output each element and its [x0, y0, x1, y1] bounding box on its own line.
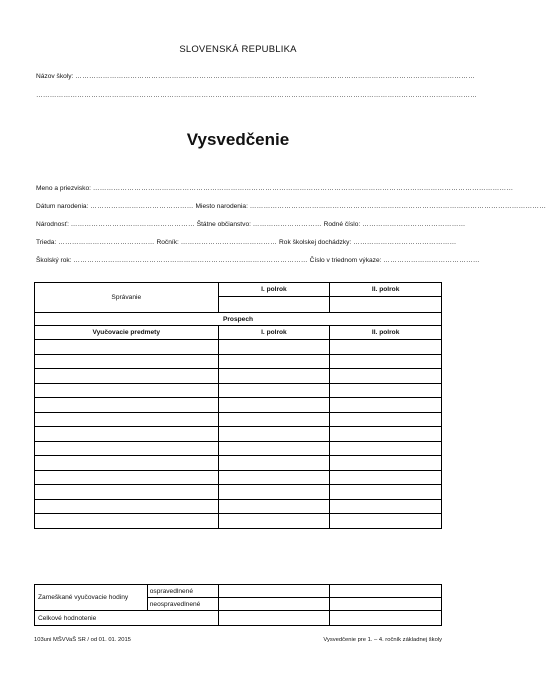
subject-half2-cell[interactable] [330, 383, 442, 398]
nationality-field [36, 221, 466, 228]
subject-row [35, 456, 442, 471]
subjects-header: Vyučovacie predmety [35, 326, 219, 340]
absence-table [34, 584, 442, 626]
unexcused-half1-cell[interactable] [218, 598, 330, 611]
subject-half2-cell[interactable] [330, 514, 442, 529]
subject-half2-cell[interactable] [330, 412, 442, 427]
subject-name-cell[interactable] [35, 499, 219, 514]
subject-row [35, 369, 442, 384]
attendance-year-label: Rok školskej dochádzky: [279, 239, 352, 246]
subject-half2-cell[interactable] [330, 340, 442, 355]
dotted-line: ………………………… [252, 221, 322, 228]
half2-header: II. polrok [330, 326, 442, 340]
overall-label: Celkové hodnotenie [35, 611, 219, 626]
subject-name-cell[interactable] [35, 470, 219, 485]
unexcused-half2-cell[interactable] [330, 598, 442, 611]
school-name-label: Názov školy: [36, 73, 74, 80]
half2-header: II. polrok [330, 283, 442, 297]
subject-row [35, 340, 442, 355]
form-code: 103uni MŠVVaŠ SR / od 01. 01. 2015 [34, 637, 131, 643]
subject-half1-cell[interactable] [218, 514, 330, 529]
subject-half1-cell[interactable] [218, 456, 330, 471]
subject-half2-cell[interactable] [330, 485, 442, 500]
birth-date-label: Dátum narodenia: [36, 203, 89, 210]
class-field [36, 239, 457, 246]
subject-half1-cell[interactable] [218, 340, 330, 355]
subject-name-cell[interactable] [35, 514, 219, 529]
school-year-field [36, 257, 480, 264]
dotted-line: ……………………………………… [90, 203, 194, 210]
prospech-header: Prospech [35, 313, 442, 326]
country-name: SLOVENSKÁ REPUBLIKA [179, 44, 297, 55]
subject-name-cell[interactable] [35, 485, 219, 500]
subject-row [35, 470, 442, 485]
subject-half2-cell[interactable] [330, 398, 442, 413]
birth-number-label: Rodné číslo: [323, 221, 361, 228]
dotted-line: ……………………………………… [353, 239, 457, 246]
dotted-line: ……………………………………………… [70, 221, 195, 228]
subject-name-cell[interactable] [35, 412, 219, 427]
subject-half2-cell[interactable] [330, 427, 442, 442]
subject-half2-cell[interactable] [330, 369, 442, 384]
subject-half1-cell[interactable] [218, 499, 330, 514]
dotted-line: …………………………………… [58, 239, 155, 246]
school-year-label: Školský rok: [36, 257, 72, 264]
document-title: Vysvedčenie [186, 130, 290, 149]
subject-row [35, 427, 442, 442]
school-name-field [36, 73, 476, 80]
subject-half2-cell[interactable] [330, 456, 442, 471]
subject-half2-cell[interactable] [330, 499, 442, 514]
name-field [36, 185, 514, 192]
birth-place-label: Miesto narodenia: [195, 203, 248, 210]
subject-half1-cell[interactable] [218, 398, 330, 413]
grade-label: Ročník: [156, 239, 179, 246]
subject-half1-cell[interactable] [218, 354, 330, 369]
name-label: Meno a priezvisko: [36, 185, 91, 192]
citizenship-label: Štátne občianstvo: [196, 221, 251, 228]
missed-hours-label: Zameškané vyučovacie hodiny [35, 585, 148, 611]
subject-half1-cell[interactable] [218, 441, 330, 456]
dotted-line: ………………………………………………………………………………………………………………………………………………………… [75, 73, 476, 80]
excused-label: ospravedlnené [147, 585, 218, 598]
subject-row [35, 514, 442, 529]
subject-half2-cell[interactable] [330, 470, 442, 485]
dotted-line: ………………………………………………………………………………………………………………………………………………………………………… [36, 92, 478, 99]
dotted-line: …………………………………… [180, 239, 278, 246]
subject-row [35, 412, 442, 427]
subject-row [35, 499, 442, 514]
school-name-continuation [36, 92, 478, 99]
subject-half1-cell[interactable] [218, 427, 330, 442]
subject-half2-cell[interactable] [330, 354, 442, 369]
subject-row [35, 441, 442, 456]
nationality-label: Národnosť: [36, 221, 69, 228]
excused-half2-cell[interactable] [330, 585, 442, 598]
excused-half1-cell[interactable] [218, 585, 330, 598]
subject-name-cell[interactable] [35, 354, 219, 369]
grades-table [34, 282, 442, 529]
register-number-label: Číslo v triednom výkaze: [309, 257, 382, 264]
subject-half1-cell[interactable] [218, 485, 330, 500]
dotted-line: ……………………………………… [362, 221, 466, 228]
class-label: Trieda: [36, 239, 57, 246]
unexcused-label: neospravedlnené [147, 598, 218, 611]
subject-row [35, 354, 442, 369]
subject-half1-cell[interactable] [218, 383, 330, 398]
subject-half1-cell[interactable] [218, 412, 330, 427]
dotted-line: …………………………………… [383, 257, 480, 264]
behavior-half2-cell[interactable] [330, 297, 442, 313]
half1-header: I. polrok [218, 283, 330, 297]
dotted-line: ………………………………………………………………………………………… [73, 257, 308, 264]
subject-half1-cell[interactable] [218, 470, 330, 485]
dotted-line: ………………………………………………………………………………………………………………………………………………………………… [92, 185, 514, 192]
overall-half2-cell[interactable] [330, 611, 442, 626]
subject-name-cell[interactable] [35, 398, 219, 413]
subject-name-cell[interactable] [35, 427, 219, 442]
behavior-half1-cell[interactable] [218, 297, 330, 313]
subject-row [35, 485, 442, 500]
subject-name-cell[interactable] [35, 441, 219, 456]
subject-name-cell[interactable] [35, 383, 219, 398]
subject-row [35, 398, 442, 413]
overall-half1-cell[interactable] [218, 611, 330, 626]
form-description: Vysvedčenie pre 1. – 4. ročník základnej školy [323, 637, 442, 643]
behavior-label: Správanie [35, 283, 219, 313]
dotted-line: ………………………………………………………………………………………………………………… [249, 203, 546, 210]
subject-name-cell[interactable] [35, 340, 219, 355]
subject-half1-cell[interactable] [218, 369, 330, 384]
subject-row [35, 383, 442, 398]
half1-header: I. polrok [218, 326, 330, 340]
subject-half2-cell[interactable] [330, 441, 442, 456]
subject-name-cell[interactable] [35, 456, 219, 471]
birth-field [36, 203, 546, 210]
subject-name-cell[interactable] [35, 369, 219, 384]
